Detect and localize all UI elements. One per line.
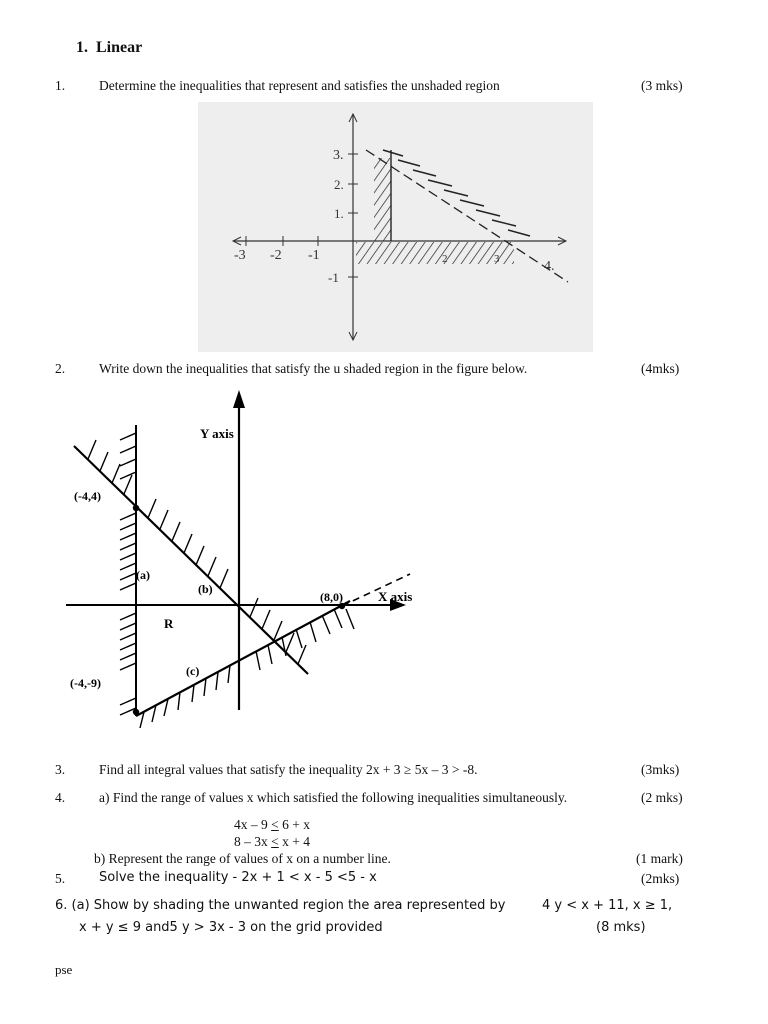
q1-graph [198,102,593,352]
q2-graph [60,388,420,733]
x-tick-label: -2 [270,248,282,263]
q4-inequality-2 [234,834,310,850]
x-tick-label: 4. [544,259,555,274]
q3-number: 3. [55,762,66,777]
x-tick-label-small: 2 [442,253,448,265]
line-label-b: (b) [198,582,213,596]
heading-title: Linear [96,39,143,56]
x-tick-label: -1 [308,248,320,263]
q5-text: Solve the inequality - 2x + 1 < x - 5 <5 - x [99,870,377,885]
hatch-vertical [374,158,391,241]
q6-line-2: x + y ≤ 9 and5 y > 3x - 3 on the grid provided [79,920,383,935]
point-label: (-4,-9) [70,676,101,690]
ineq2-symbol: < [271,834,279,849]
point-neg4-neg9 [133,709,139,715]
hatch-line-a [120,433,136,715]
x-axis-label: X axis [378,589,413,604]
point-neg4-4 [133,505,139,511]
q5-marks: (2mks) [641,871,680,886]
footer-text: pse [55,962,73,977]
ineq1-right: 6 + x [282,817,310,832]
q2-marks: (4mks) [641,361,680,376]
ineq1-left: 4x – 9 [234,817,268,832]
q6-marks: (8 mks) [596,920,646,935]
q2-number: 2. [55,361,66,376]
ineq1-symbol: < [271,817,279,832]
ineq2-left: 8 – 3x [234,834,268,849]
heading-number: 1. [76,39,88,56]
q1-text: Determine the inequalities that represent and satisfies the unshaded region [99,78,500,93]
q3-marks: (3mks) [641,762,680,777]
q3-text: Find all integral values that satisfy the inequality 2x + 3 ≥ 5x – 3 > -8. [99,762,478,777]
x-tick-label-small: 3 [494,253,500,265]
q6-line-1: 6. (a) Show by shading the unwanted region the area represented by [55,898,506,913]
q1-marks: (3 mks) [641,78,683,93]
y-arrow-icon [233,390,245,408]
q4-marks-b: (1 mark) [636,851,683,866]
photo-background [198,102,593,352]
y-tick-label: 3. [333,148,344,163]
line-label-c: (c) [186,664,200,678]
point-label: (8,0) [320,590,343,604]
y-axis-label: Y axis [200,426,234,441]
y-tick-label: 1. [334,206,344,221]
ineq2-right: x + 4 [282,834,310,849]
q6-math-1: 4 y < x + 11, x ≥ 1, [542,898,673,913]
q2-text: Write down the inequalities that satisfy the u shaded region in the figure below. [99,361,528,376]
q4-inequality-1 [234,817,310,833]
q5-number: 5. [55,871,66,886]
section-heading [76,39,142,57]
q4-marks-a: (2 mks) [641,790,683,805]
hatch-horizontal [356,242,514,264]
line-b [74,446,308,674]
region-label: R [164,616,174,631]
q4-number: 4. [55,790,66,805]
y-tick-label: 2. [334,177,344,192]
q4-text-a: a) Find the range of values x which satisfied the following inequalities simultaneously. [99,790,568,805]
x-tick-label: -3 [234,248,246,263]
q4-text-b: b) Represent the range of values of x on a number line. [94,851,391,866]
line-label-a: (a) [136,568,150,582]
point-label: (-4,4) [74,489,101,503]
q1-number: 1. [55,78,66,93]
y-tick-label: -1 [328,270,339,285]
